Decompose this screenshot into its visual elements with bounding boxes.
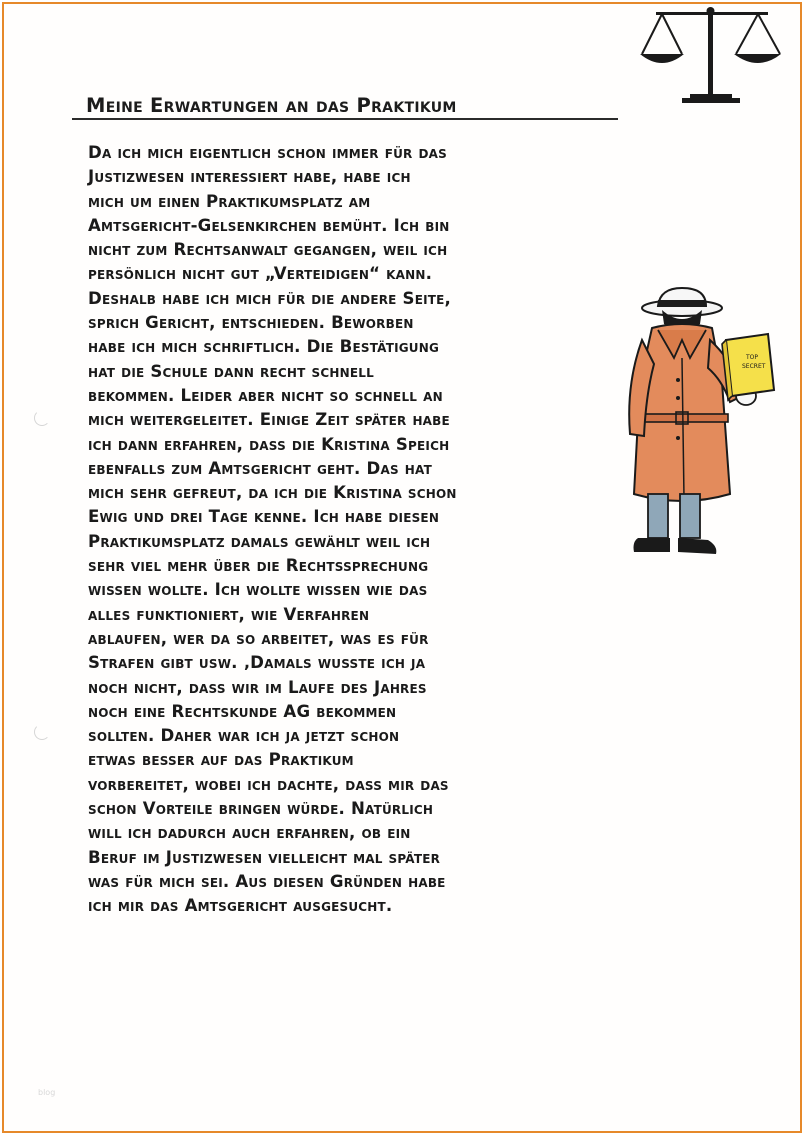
text-line: persönlich nicht gut „Verteidigen“ kann. xyxy=(88,264,433,284)
punch-hole-bottom xyxy=(34,724,50,740)
text-line: alles funktioniert, wie Verfahren xyxy=(88,604,370,624)
punch-hole-top xyxy=(34,410,50,426)
text-line: noch nicht, dass wir im Laufe des Jahres xyxy=(88,677,427,697)
body-text xyxy=(88,141,628,919)
book-label-top: TOP xyxy=(746,354,759,361)
text-line: sprich Gericht, entschieden. Beworben xyxy=(88,313,414,333)
text-line: vorbereitet, wobei ich dachte, dass mir das xyxy=(88,774,449,794)
text-line: habe ich mich schriftlich. Die Bestätigung xyxy=(88,337,440,357)
text-line: sollten. Daher war ich ja jetzt schon xyxy=(88,726,400,746)
text-line: mich um einen Praktikumsplatz am xyxy=(88,191,371,211)
book-label-bottom: SECRET xyxy=(742,363,766,370)
text-line: mich weitergeleitet. Einige Zeit später habe xyxy=(88,410,450,430)
text-line: Ewig und drei Tage kenne. Ich habe diesen xyxy=(88,507,440,527)
text-line: will ich dadurch auch erfahren, ob ein xyxy=(88,823,411,843)
text-line: ich dann erfahren, dass die Kristina Speich xyxy=(88,434,450,454)
text-line: noch eine Rechtskunde AG bekommen xyxy=(88,701,397,721)
text-line: Strafen gibt usw. ‚Damals wusste ich ja xyxy=(88,653,426,673)
detective-illustration xyxy=(618,284,784,582)
text-line: sehr viel mehr über die Rechtssprechung xyxy=(88,556,429,576)
title-underline xyxy=(72,118,618,120)
text-line: hat die Schule dann recht schnell xyxy=(88,361,374,381)
text-line: mich sehr gefreut, da ich die Kristina schon xyxy=(88,483,457,503)
text-line: etwas besser auf das Praktikum xyxy=(88,750,354,770)
text-line: ich mir das Amtsgericht ausgesucht. xyxy=(88,896,393,916)
text-line: ablaufen, wer da so arbeitet, was es für xyxy=(88,628,429,648)
page-title: Meine Erwartungen an das Praktikum xyxy=(86,94,457,117)
text-line: schon Vorteile bringen würde. Natürlich xyxy=(88,799,434,819)
text-line: Da ich mich eigentlich schon immer für das xyxy=(88,143,447,162)
text-line: wissen wollte. Ich wollte wissen wie das xyxy=(88,580,428,600)
watermark: blog xyxy=(38,1088,56,1097)
text-line: Amtsgericht-Gelsenkirchen bemüht. Ich bin xyxy=(88,215,450,235)
text-line: Deshalb habe ich mich für die andere Seite, xyxy=(88,288,452,308)
text-line: Praktikumsplatz damals gewählt weil ich xyxy=(88,531,431,551)
text-line: ebenfalls zum Amtsgericht geht. Das hat xyxy=(88,458,432,478)
text-line: Beruf im Justizwesen vielleicht mal später xyxy=(88,847,441,867)
text-line: nicht zum Rechtsanwalt gegangen, weil ich xyxy=(88,240,448,260)
scales-of-justice-icon xyxy=(638,6,782,106)
text-line: was für mich sei. Aus diesen Gründen habe xyxy=(88,871,446,891)
text-line: bekommen. Leider aber nicht so schnell an xyxy=(88,385,443,405)
text-line: Justizwesen interessiert habe, habe ich xyxy=(88,167,411,187)
